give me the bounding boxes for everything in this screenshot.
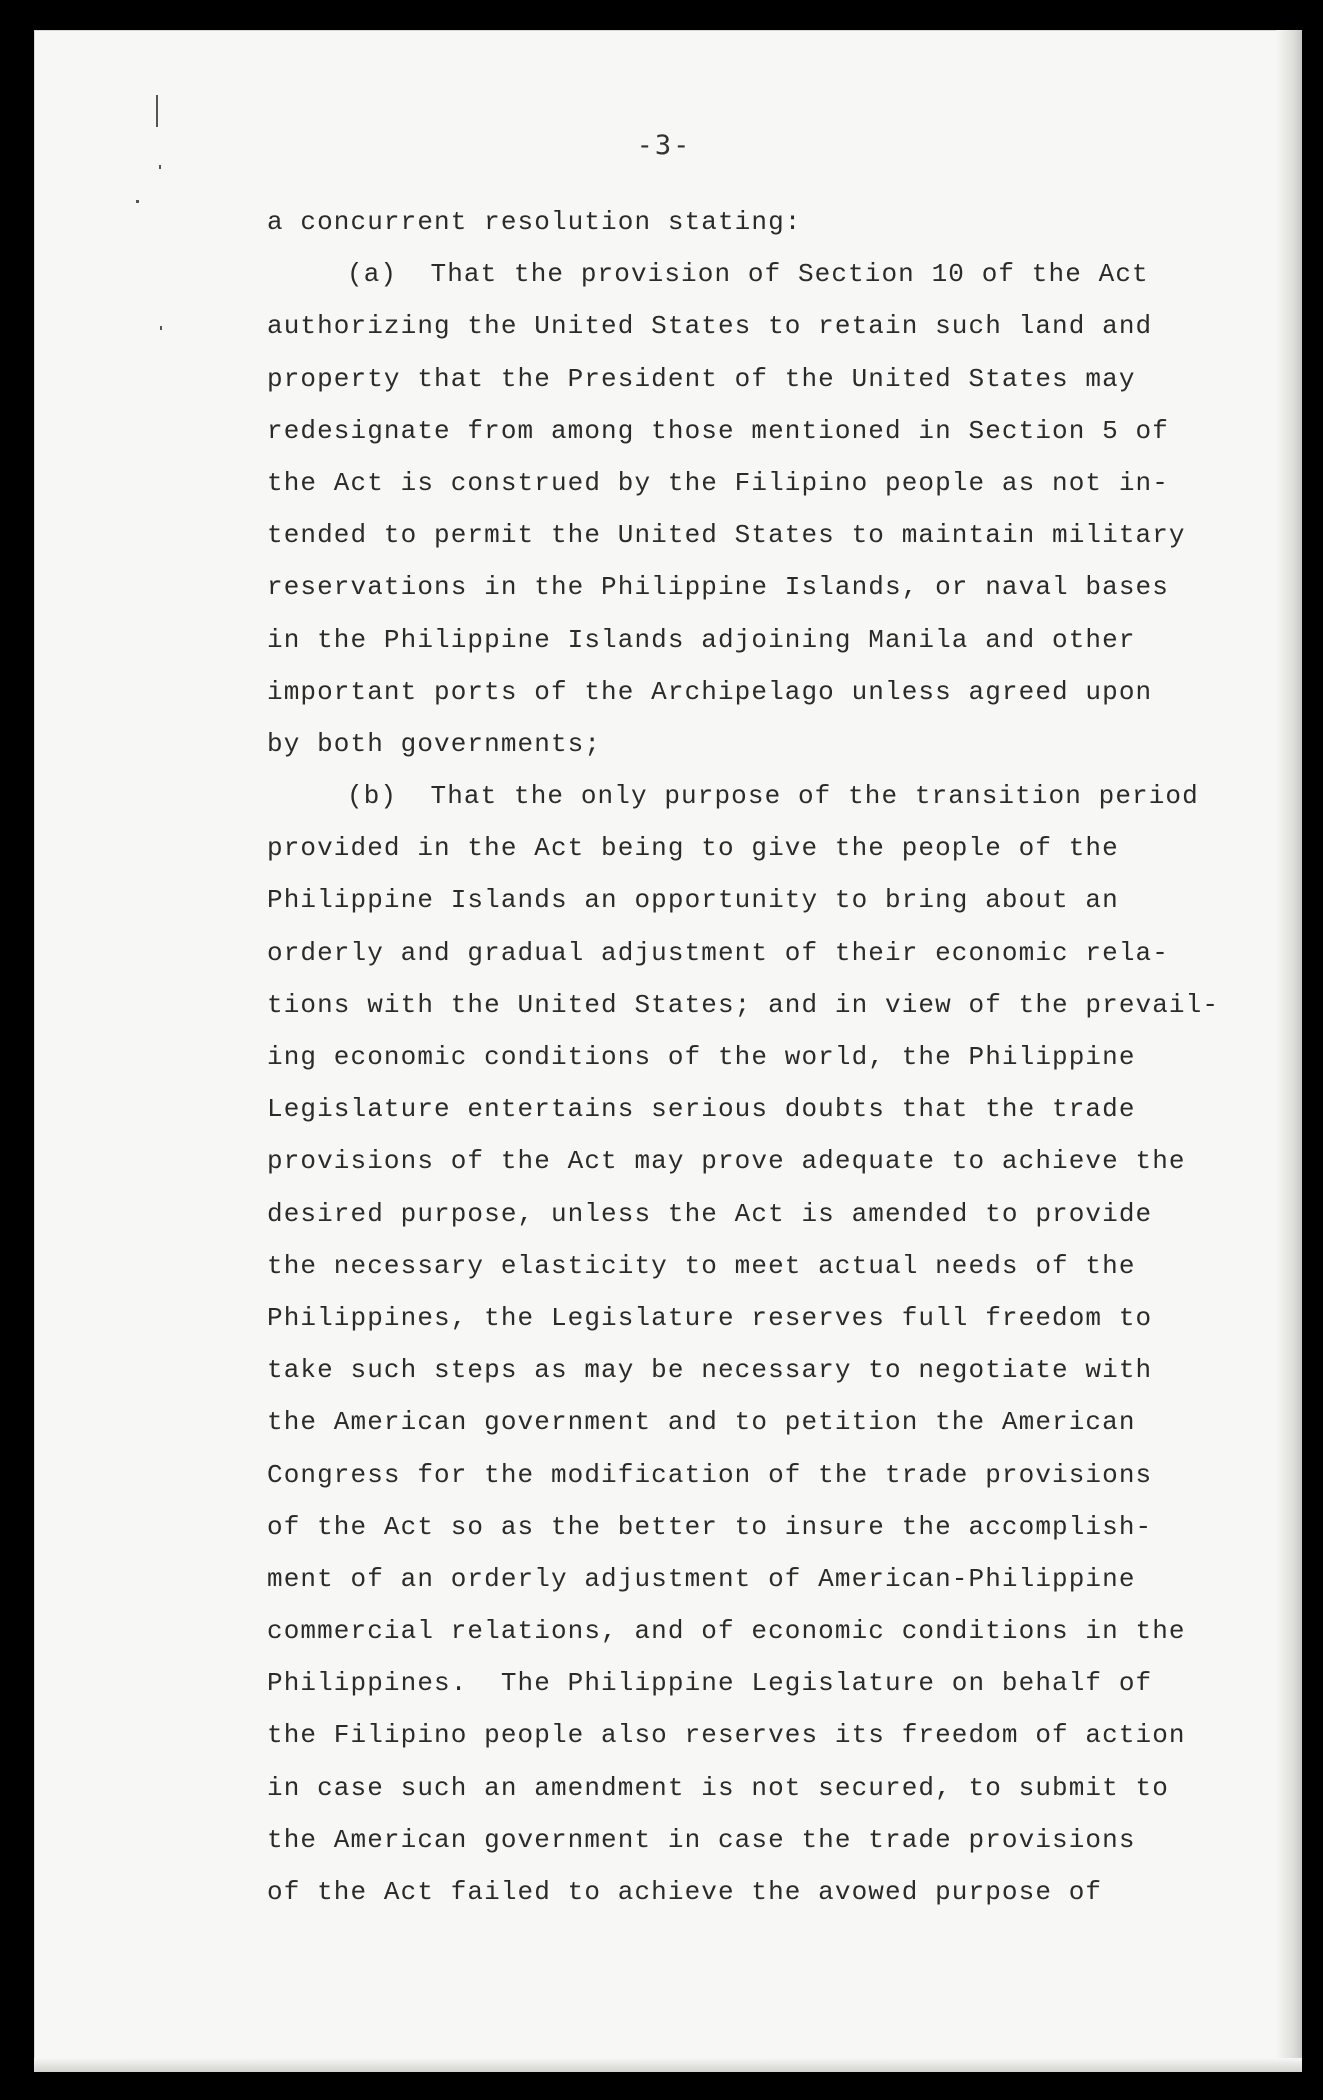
margin-dot-mark [136,200,139,203]
margin-dot-mark [160,326,162,330]
text-line: reservations in the Philippine Islands, or naval bases [267,572,1169,603]
text-line: in the Philippine Islands adjoining Manila and other [267,624,1136,655]
text-line: of the Act failed to achieve the avowed purpose of [267,1877,1103,1907]
margin-tick-mark [156,95,158,127]
page-number: -3- [636,130,692,161]
text-line: property that the President of the United States may [267,363,1136,394]
text-line: provisions of the Act may prove adequate to achieve the [267,1146,1186,1177]
text-line: redesignate from among those mentioned in Section 5 of [267,415,1169,446]
text-line: tions with the United States; and in view of the prevail- [267,989,1220,1020]
text-line: important ports of the Archipelago unless agreed upon [267,676,1153,707]
text-line: the American government in case the trade provisions [267,1824,1136,1855]
text-line: by both governments; [267,728,602,759]
text-line: Philippines, the Legislature reserves full freedom to [267,1302,1153,1333]
document-page [34,30,1302,2072]
clause-b-first-line: (b) That the only purpose of the transition period [347,781,1199,812]
page-bottom-shadow [34,2058,1302,2072]
text-line: Legislature entertains serious doubts that the trade [267,1094,1136,1125]
text-line: the Filipino people also reserves its freedom of action [267,1720,1186,1751]
text-line: authorizing the United States to retain such land and [267,311,1153,342]
text-line: orderly and gradual adjustment of their economic rela- [267,937,1169,968]
text-line: commercial relations, and of economic conditions in the [267,1616,1186,1647]
text-line: in case such an amendment is not secured, to submit to [267,1772,1169,1803]
text-line: ing economic conditions of the world, the Philippine [267,1042,1136,1072]
text-line: the American government and to petition the American [267,1407,1136,1438]
typed-body-text [267,196,1220,1918]
text-line: a concurrent resolution stating: [267,207,802,237]
text-line: ment of an orderly adjustment of American-Philippine [267,1563,1136,1594]
text-line: take such steps as may be necessary to negotiate with [267,1355,1153,1386]
text-line: of the Act so as the better to insure the accomplish- [267,1511,1153,1542]
text-line: desired purpose, unless the Act is amended to provide [267,1198,1153,1229]
text-line: Congress for the modification of the trade provisions [267,1459,1153,1490]
page-edge-shadow [1276,30,1302,2072]
text-line: tended to permit the United States to maintain military [267,520,1186,551]
text-line: Philippines. The Philippine Legislature on behalf of [267,1668,1153,1699]
text-line: Philippine Islands an opportunity to bring about an [267,885,1119,916]
text-line: provided in the Act being to give the people of the [267,833,1119,864]
text-line: the necessary elasticity to meet actual needs of the [267,1250,1136,1281]
margin-dot-mark [159,165,161,169]
clause-a-first-line: (a) That the provision of Section 10 of the Act [347,259,1149,290]
text-line: the Act is construed by the Filipino people as not in- [267,467,1169,498]
